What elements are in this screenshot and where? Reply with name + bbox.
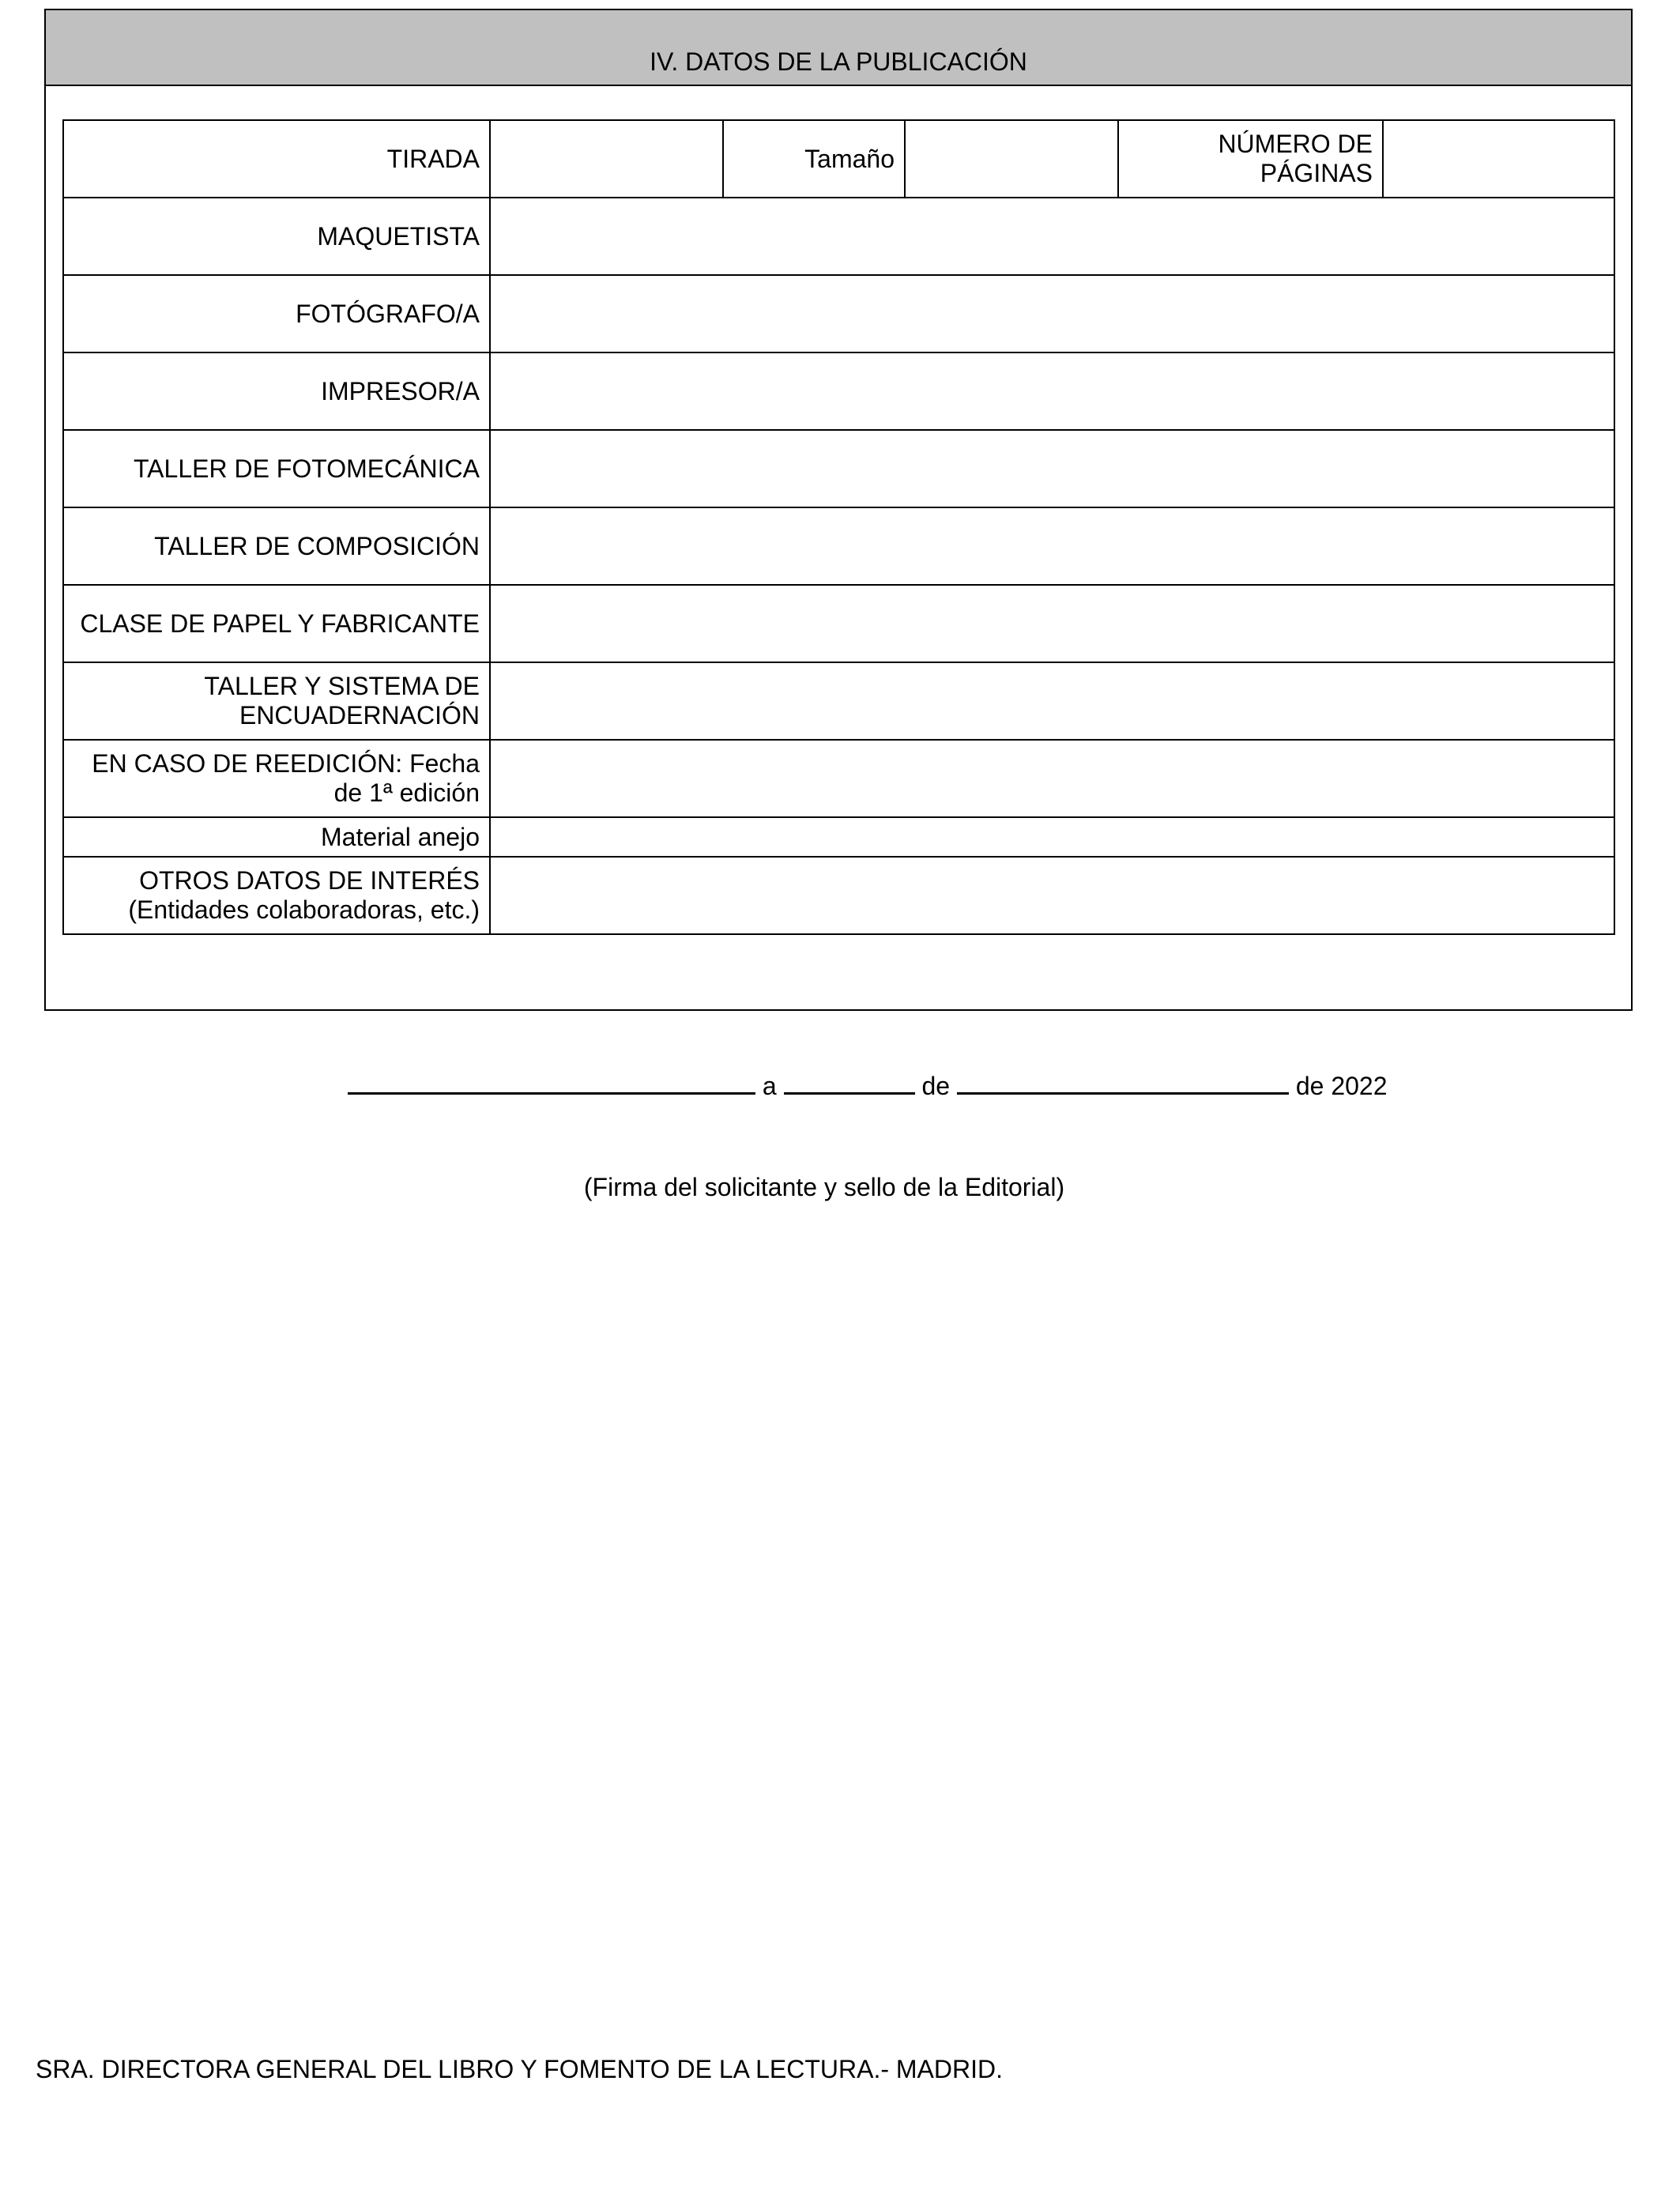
otros-datos-field[interactable] — [490, 857, 1614, 934]
table-row — [63, 120, 1614, 198]
tamano-field[interactable] — [905, 120, 1118, 198]
impresor-label: IMPRESOR/A — [63, 352, 490, 430]
table-row — [63, 275, 1614, 352]
encuadernacion-field[interactable] — [490, 662, 1614, 740]
section-title: IV. DATOS DE LA PUBLICACIÓN — [650, 47, 1027, 76]
month-blank[interactable] — [957, 1072, 1289, 1095]
date-line — [348, 1072, 1388, 1101]
maquetista-field[interactable] — [490, 198, 1614, 275]
taller-composicion-field[interactable] — [490, 507, 1614, 585]
day-blank[interactable] — [784, 1072, 915, 1095]
word-de-year: de 2022 — [1295, 1072, 1388, 1100]
clase-papel-label: CLASE DE PAPEL Y FABRICANTE — [63, 585, 490, 662]
material-anejo-label: Material anejo — [63, 817, 490, 857]
taller-fotomecanica-field[interactable] — [490, 430, 1614, 507]
table-row — [63, 430, 1614, 507]
table-row — [63, 662, 1614, 740]
fotografo-field[interactable] — [490, 275, 1614, 352]
num-paginas-field[interactable] — [1383, 120, 1614, 198]
word-de: de — [921, 1072, 951, 1100]
place-blank[interactable] — [348, 1072, 755, 1095]
tirada-label: TIRADA — [63, 120, 490, 198]
addressee-footer: SRA. DIRECTORA GENERAL DEL LIBRO Y FOMENTO DE LA LECTURA.- MADRID. — [36, 2055, 1003, 2083]
table-row — [63, 198, 1614, 275]
maquetista-label: MAQUETISTA — [63, 198, 490, 275]
table-row — [63, 817, 1614, 857]
tirada-field[interactable] — [490, 120, 723, 198]
encuadernacion-label: TALLER Y SISTEMA DE ENCUADERNACIÓN — [63, 662, 490, 740]
reedicion-field[interactable] — [490, 740, 1614, 817]
publication-data-section — [44, 9, 1633, 1011]
word-a: a — [762, 1072, 777, 1100]
section-header — [46, 10, 1631, 86]
fotografo-label: FOTÓGRAFO/A — [63, 275, 490, 352]
impresor-field[interactable] — [490, 352, 1614, 430]
table-row — [63, 352, 1614, 430]
table-row — [63, 585, 1614, 662]
signature-caption: (Firma del solicitante y sello de la Editorial) — [583, 1173, 1065, 1201]
otros-datos-label: OTROS DATOS DE INTERÉS (Entidades colaboradoras, etc.) — [63, 857, 490, 934]
clase-papel-field[interactable] — [490, 585, 1614, 662]
material-anejo-field[interactable] — [490, 817, 1614, 857]
table-row — [63, 857, 1614, 934]
table-row — [63, 507, 1614, 585]
taller-fotomecanica-label: TALLER DE FOTOMECÁNICA — [63, 430, 490, 507]
table-row — [63, 740, 1614, 817]
tamano-label: Tamaño — [723, 120, 905, 198]
taller-composicion-label: TALLER DE COMPOSICIÓN — [63, 507, 490, 585]
num-paginas-label: NÚMERO DE PÁGINAS — [1118, 120, 1383, 198]
reedicion-label: EN CASO DE REEDICIÓN: Fecha de 1ª edición — [63, 740, 490, 817]
publication-data-table — [62, 119, 1615, 935]
